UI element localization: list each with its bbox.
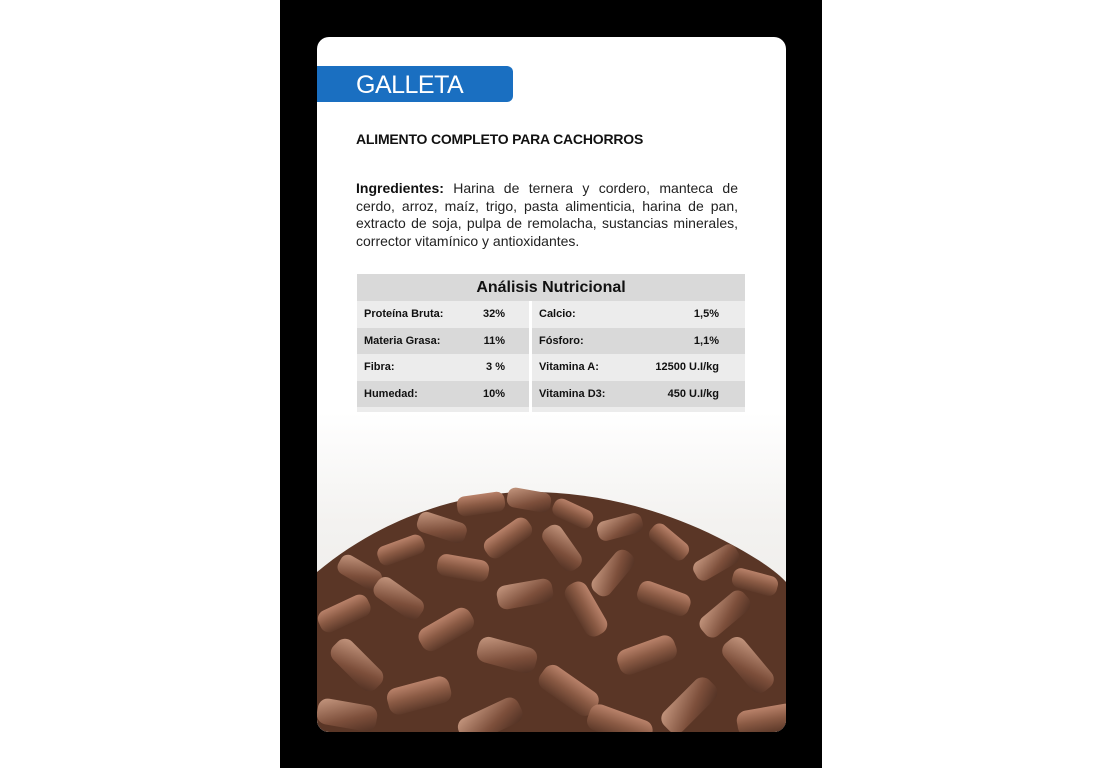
nutrition-table-title: Análisis Nutricional [357, 274, 745, 301]
table-row [357, 301, 529, 328]
nutrient-label: Calcio: [539, 308, 576, 321]
table-row [532, 354, 745, 381]
table-row [357, 328, 529, 355]
table-row [532, 301, 745, 328]
table-row [532, 328, 745, 355]
nutrient-label: Fósforo: [539, 334, 584, 347]
nutrient-value: 10% [482, 387, 505, 400]
table-row [357, 354, 529, 381]
nutrient-value: 1,1% [693, 334, 719, 347]
nutrient-label: Humedad: [364, 387, 418, 400]
nutrient-label: Proteína Bruta: [364, 308, 444, 321]
table-row [532, 381, 745, 408]
table-row [357, 381, 529, 408]
nutrient-label: Materia Grasa: [364, 334, 441, 347]
nutrient-label: Vitamina A: [539, 361, 599, 374]
ingredients-paragraph [356, 180, 738, 250]
nutrient-value: 12500 U.I/kg [655, 361, 719, 374]
product-card [317, 37, 786, 732]
ingredients-label: Ingredientes: [356, 180, 444, 196]
ingredients-text: Harina de ternera y cordero, manteca de cerdo, arroz, maíz, trigo, pasta alimenticia, harina de pan, extracto de soja, pulpa de remolacha, sustancias minerales, corrector vitamínico y antioxidantes. [356, 180, 738, 249]
product-subtitle: ALIMENTO COMPLETO PARA CACHORROS [356, 131, 644, 147]
nutrient-value: 450 U.I/kg [667, 387, 719, 400]
nutrient-value: 1,5% [693, 308, 719, 321]
nutrient-label: Fibra: [364, 361, 395, 374]
nutrient-label: Vitamina D3: [539, 387, 606, 400]
nutrient-value: 3 % [486, 361, 505, 374]
nutrient-value: 32% [482, 308, 505, 321]
kibble-photo [317, 412, 786, 732]
nutrient-value: 11% [483, 334, 505, 347]
product-title: GALLETA PLUS [356, 71, 462, 128]
product-title-tab [317, 66, 513, 128]
